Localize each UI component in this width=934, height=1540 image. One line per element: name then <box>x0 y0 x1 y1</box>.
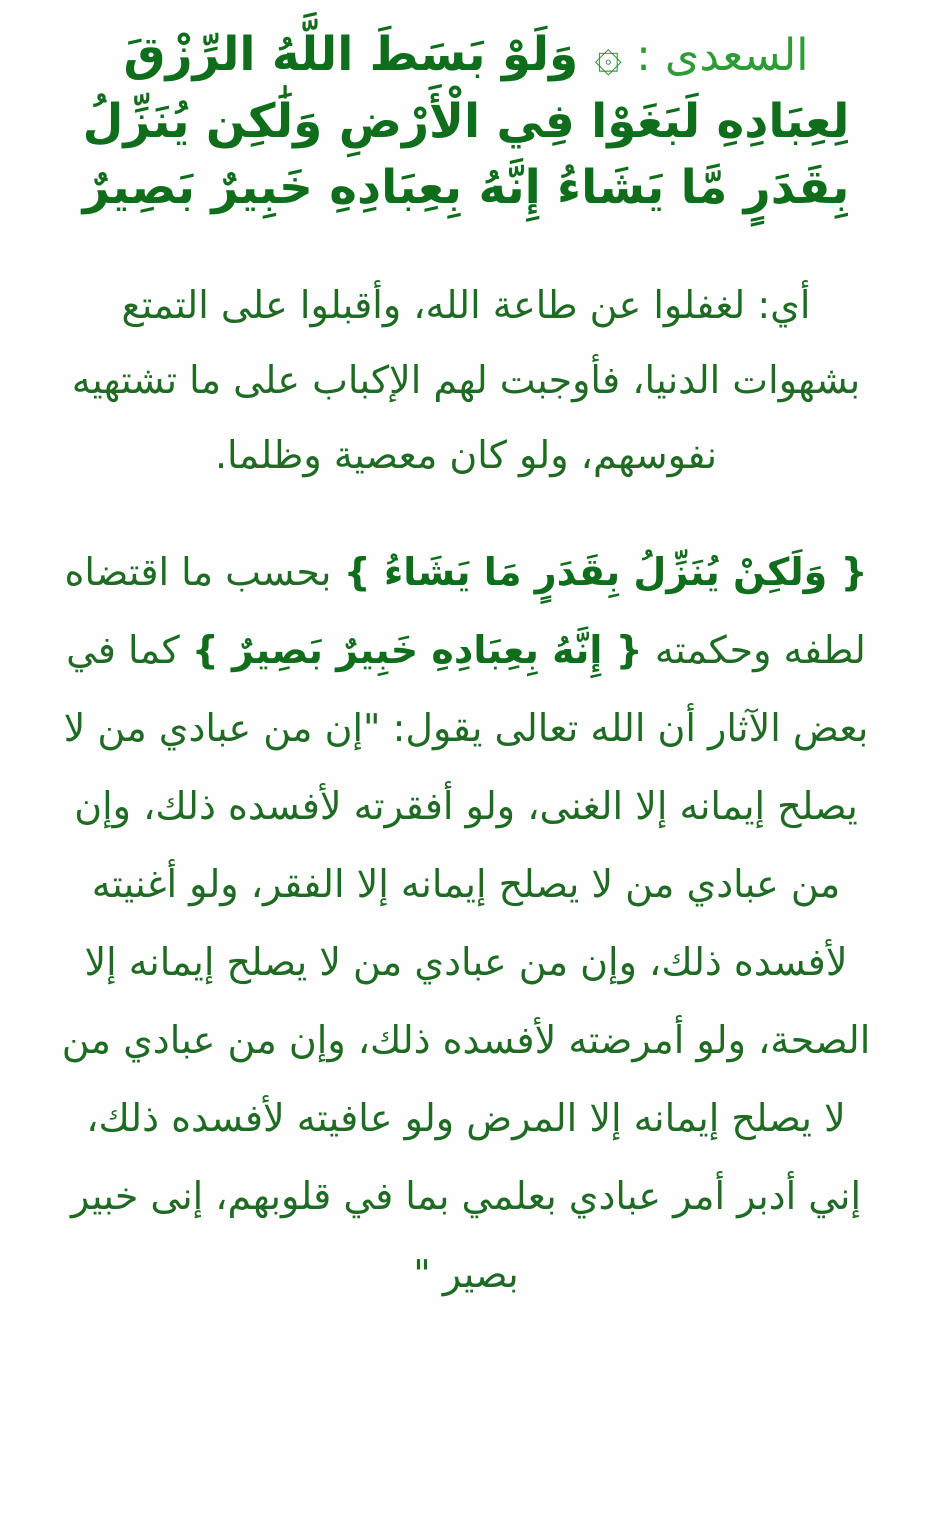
source-separator: : <box>622 30 665 81</box>
quran-verse-text: وَلَوْ بَسَطَ اللَّهُ الرِّزْقَ لِعِبَادِهِ لَبَغَوْا فِي الْأَرْضِ وَلَٰكِن يُنَزِّلُ بِقَدَرٍ مَّا يَشَاءُ إِنَّهُ بِعِبَادِهِ خَبِيرٌ بَصِيرٌ <box>82 27 850 215</box>
verse-close-brace-2: } <box>191 628 219 672</box>
tafsir-source-label: السعدى <box>664 30 809 81</box>
quoted-verse-2: إِنَّهُ بِعِبَادِهِ خَبِيرٌ بَصِيرٌ <box>218 628 616 672</box>
verse-open-brace-2: { <box>615 628 643 672</box>
verse-open-brace: { <box>840 550 868 594</box>
quoted-verse-1: وَلَكِنْ يُنَزِّلُ بِقَدَرٍ مَا يَشَاءُ <box>370 550 841 594</box>
verse-header <box>56 22 876 221</box>
verse-close-brace: } <box>343 550 371 594</box>
tafsir-paragraph-1: أي: لغفلوا عن طاعة الله، وأقبلوا على التمتع بشهوات الدنيا، فأوجبت لهم الإكباب على ما تشتهيه نفوسهم، ولو كان معصية وظلما. <box>71 283 861 477</box>
commentary-text-2: كما في بعض الآثار أن الله تعالى يقول: "إن من عبادي من لا يصلح إيمانه إلا الغنى، ولو أفقرته لأفسده ذلك، وإن من عبادي من لا يصلح إيمانه إلا الفقر، ولو أغنيته لأفسده ذلك، وإن من عبادي من لا يصلح إيمانه إلا الصحة، ولو أمرضته لأفسده ذلك، وإن من عبادي من لا يصلح إيمانه إلا المرض ولو عافيته لأفسده ذلك، إني أدبر أمر عبادي بعلمي بما في قلوبهم، إنى خبير بصير " <box>61 628 871 1296</box>
tafsir-paragraph-2 <box>56 533 876 1313</box>
verse-marker-icon: ۞ <box>594 27 623 82</box>
commentary-text-1: بحسب ما اقتضاه لطفه وحكمته <box>64 550 866 672</box>
